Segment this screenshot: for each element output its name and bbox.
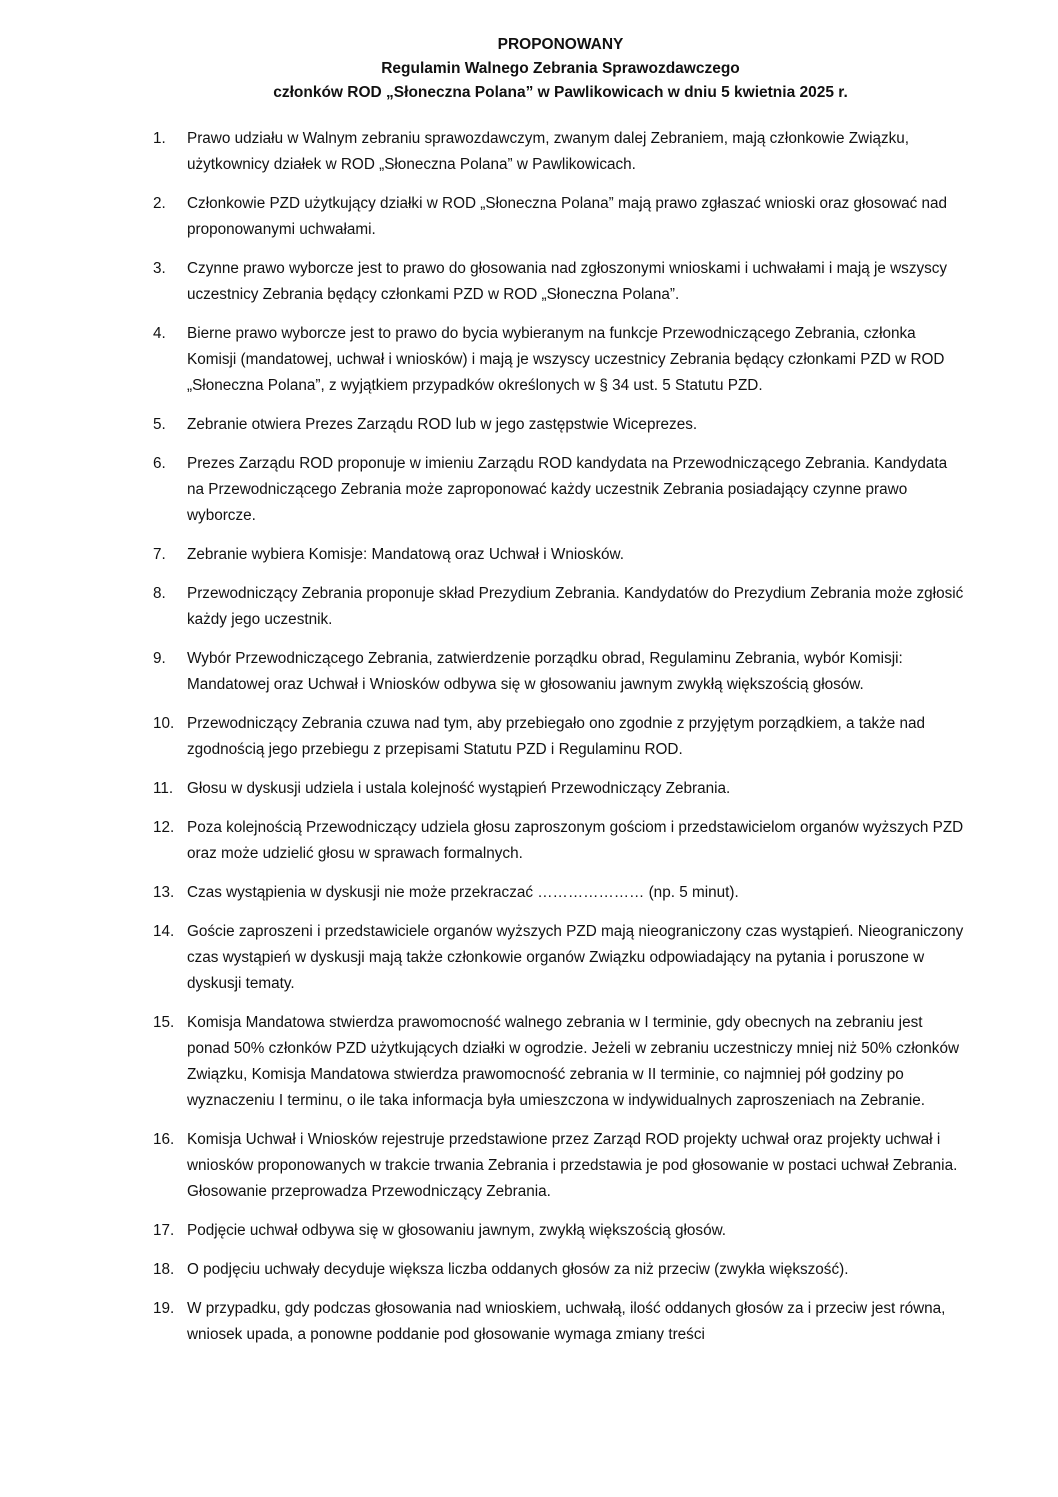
rule-item: [153, 451, 968, 529]
rule-number: 11.: [153, 780, 174, 797]
rule-text: Zebranie otwiera Prezes Zarządu ROD lub w jego zastępstwie Wiceprezes.: [187, 416, 698, 433]
rule-item: [153, 581, 968, 633]
rule-number: 10.: [153, 715, 175, 732]
rule-text: Prawo udziału w Walnym zebraniu sprawozdawczym, zwanym dalej Zebraniem, mają członkowie Związku, użytkownicy działek w ROD „Słoneczna Polana” w Pawlikowicach.: [187, 130, 910, 173]
rule-text: Prezes Zarządu ROD proponuje w imieniu Zarządu ROD kandydata na Przewodniczącego Zebrania. Kandydata na Przewodniczącego Zebrania może zaproponować każdy uczestnik Zebrania posiadający czynne prawo wyborcze.: [187, 455, 948, 524]
rule-number: 7.: [153, 546, 166, 563]
rule-item: [153, 542, 968, 568]
rule-item: [153, 412, 968, 438]
rule-number: 12.: [153, 819, 175, 836]
rule-text: Komisja Mandatowa stwierdza prawomocność walnego zebrania w I terminie, gdy obecnych na zebraniu jest ponad 50% członków PZD użytkujących działki w ogrodzie. Jeżeli w zebraniu uczestniczy mniej niż 50% członków Związku, Komisja Mandatowa stwierdza prawomocność zebrania w II terminie, co najmniej pół godziny po wyznaczeniu I terminu, o ile taka informacja była umieszczona w indywidualnych zaproszeniach na Zebranie.: [187, 1014, 959, 1109]
rule-text: Głosu w dyskusji udziela i ustala kolejność wystąpień Przewodniczący Zebrania.: [187, 780, 731, 797]
rule-number: 17.: [153, 1222, 175, 1239]
rule-text: W przypadku, gdy podczas głosowania nad wnioskiem, uchwałą, ilość oddanych głosów za i przeciw jest równa, wniosek upada, a ponowne poddanie pod głosowanie wymaga zmiany treści: [187, 1300, 946, 1343]
rule-number: 19.: [153, 1300, 175, 1317]
rule-item: [153, 919, 968, 997]
document-header: [101, 33, 1020, 105]
rule-item: [153, 646, 968, 698]
rule-item: [153, 1127, 968, 1205]
rule-item: [153, 815, 968, 867]
rule-number: 9.: [153, 650, 166, 667]
rule-item: [153, 1218, 968, 1244]
rule-number: 18.: [153, 1261, 175, 1278]
rule-text: Czynne prawo wyborcze jest to prawo do głosowania nad zgłoszonymi wnioskami i uchwałami i mają je wszyscy uczestnicy Zebrania będący członkami PZD w ROD „Słoneczna Polana”.: [187, 260, 948, 303]
rule-text: Poza kolejnością Przewodniczący udziela głosu zaproszonym gościom i przedstawicielom organów wyższych PZD oraz może udzielić głosu w sprawach formalnych.: [187, 819, 964, 862]
rule-item: [153, 711, 968, 763]
rule-number: 16.: [153, 1131, 175, 1148]
rule-number: 15.: [153, 1014, 175, 1031]
rule-number: 14.: [153, 923, 175, 940]
rule-item: [153, 880, 968, 906]
rules-list: [153, 126, 968, 1348]
rule-number: 1.: [153, 130, 166, 147]
rule-text: Zebranie wybiera Komisje: Mandatową oraz Uchwał i Wniosków.: [187, 546, 624, 563]
rule-text: Podjęcie uchwał odbywa się w głosowaniu jawnym, zwykłą większością głosów.: [187, 1222, 727, 1239]
rule-text: O podjęciu uchwały decyduje większa liczba oddanych głosów za niż przeciw (zwykła większość).: [187, 1261, 849, 1278]
rule-item: [153, 1010, 968, 1114]
rule-item: [153, 1296, 968, 1348]
rule-item: [153, 776, 968, 802]
rule-text: Czas wystąpienia w dyskusji nie może przekraczać ………………… (np. 5 minut).: [187, 884, 739, 901]
document-subtitle: Regulamin Walnego Zebrania Sprawozdawczego: [381, 60, 740, 77]
document-subtitle-details: członków ROD „Słoneczna Polana” w Pawlikowicach w dniu 5 kwietnia 2025 r.: [273, 84, 848, 101]
document-title: PROPONOWANY: [497, 36, 624, 53]
rule-number: 3.: [153, 260, 166, 277]
rule-number: 4.: [153, 325, 166, 342]
rule-text: Przewodniczący Zebrania proponuje skład Prezydium Zebrania. Kandydatów do Prezydium Zebrania może zgłosić każdy jego uczestnik.: [187, 585, 964, 628]
rule-item: [153, 256, 968, 308]
rule-text: Członkowie PZD użytkujący działki w ROD „Słoneczna Polana” mają prawo zgłaszać wnioski oraz głosować nad proponowanymi uchwałami.: [187, 195, 948, 238]
rule-text: Komisja Uchwał i Wniosków rejestruje przedstawione przez Zarząd ROD projekty uchwał oraz projekty uchwał i wniosków proponowanych w trakcie trwania Zebrania i przedstawia je pod głosowanie w postaci uchwał Zebrania. Głosowanie przeprowadza Przewodniczący Zebrania.: [187, 1131, 958, 1200]
rule-item: [153, 126, 968, 178]
rule-number: 6.: [153, 455, 166, 472]
rule-text: Bierne prawo wyborcze jest to prawo do bycia wybieranym na funkcje Przewodniczącego Zebrania, członka Komisji (mandatowej, uchwał i wniosków) i mają je wszyscy uczestnicy Zebrania będący członkami PZD w ROD „Słoneczna Polana”, z wyjątkiem przypadków określonych w § 34 ust. 5 Statutu PZD.: [187, 325, 945, 394]
rule-text: Przewodniczący Zebrania czuwa nad tym, aby przebiegało ono zgodnie z przyjętym porządkiem, a także nad zgodnością jego przebiegu z przepisami Statutu PZD i Regulaminu ROD.: [187, 715, 926, 758]
rule-item: [153, 321, 968, 399]
rule-item: [153, 191, 968, 243]
rule-number: 2.: [153, 195, 166, 212]
rule-text: Wybór Przewodniczącego Zebrania, zatwierdzenie porządku obrad, Regulaminu Zebrania, wybór Komisji: Mandatowej oraz Uchwał i Wniosków odbywa się w głosowaniu jawnym zwykłą większością głosów.: [187, 650, 903, 693]
rule-text: Goście zaproszeni i przedstawiciele organów wyższych PZD mają nieograniczony czas wystąpień. Nieograniczony czas wystąpień w dyskusji mają także członkowie organów Związku odpowiadający na pytania i poruszone w dyskusji tematy.: [187, 923, 964, 992]
rule-number: 13.: [153, 884, 175, 901]
rule-item: [153, 1257, 968, 1283]
rule-number: 5.: [153, 416, 166, 433]
rule-number: 8.: [153, 585, 166, 602]
